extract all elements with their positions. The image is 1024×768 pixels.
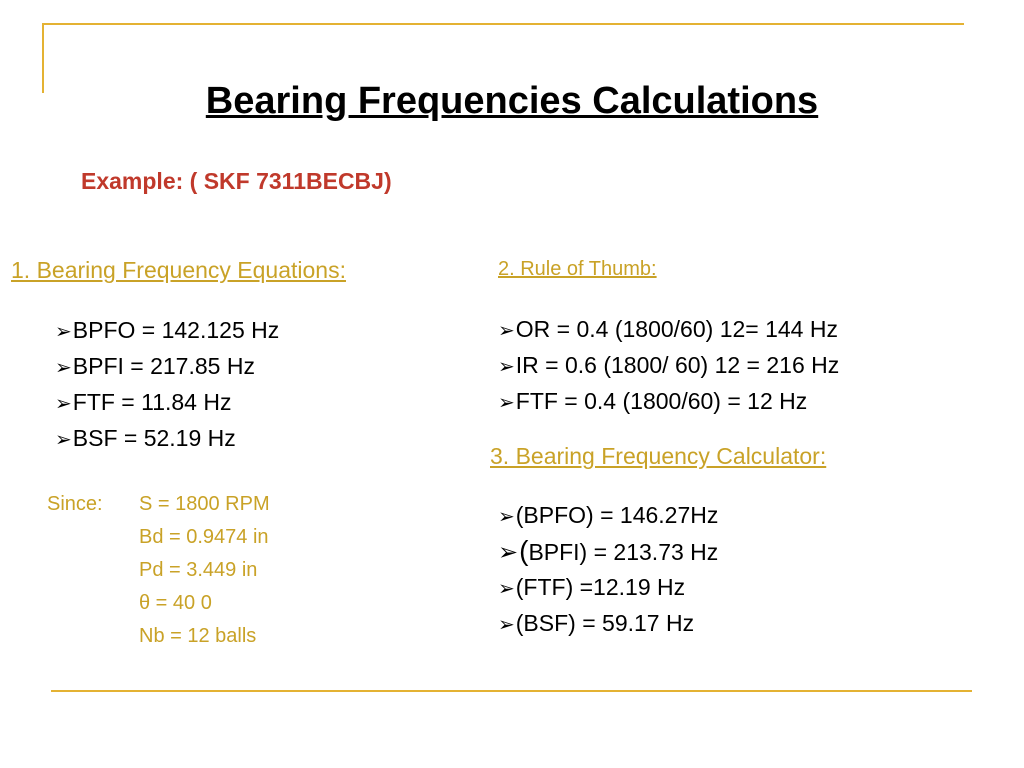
list-item — [498, 348, 839, 384]
list-item-text: IR = 0.6 (1800/ 60) 12 = 216 Hz — [515, 352, 840, 378]
list-item-text: BPFO = 142.125 Hz — [72, 317, 280, 343]
since-label: Since: — [47, 493, 103, 515]
since-value: S = 1800 RPM — [139, 493, 270, 515]
example-label: Example: ( SKF 7311BECBJ) — [81, 168, 392, 194]
bottom-rule — [51, 690, 972, 692]
list-item — [55, 385, 279, 421]
since-row — [47, 620, 270, 653]
arrow-bullet-icon: ➢ — [498, 320, 515, 342]
list-item-text: (FTF) =12.19 Hz — [515, 574, 686, 600]
list-item — [498, 384, 839, 420]
arrow-bullet-icon: ➢ — [55, 357, 72, 379]
list-item-text: (BPFO) = 146.27Hz — [515, 502, 719, 528]
since-value: Pd = 3.449 in — [139, 559, 258, 581]
big-paren: ( — [519, 535, 529, 566]
list-item-text: FTF = 0.4 (1800/60) = 12 Hz — [515, 388, 808, 414]
section1-heading: 1. Bearing Frequency Equations: — [11, 257, 346, 283]
since-row — [47, 521, 270, 554]
arrow-bullet-icon: ➢ — [498, 614, 515, 636]
since-block — [47, 488, 270, 653]
top-rule — [42, 23, 964, 25]
list-item — [498, 570, 718, 606]
section1-list — [55, 313, 279, 457]
list-item-text: OR = 0.4 (1800/60) 12= 144 Hz — [515, 316, 838, 342]
arrow-bullet-icon: ➢ — [55, 321, 72, 343]
list-item — [498, 606, 718, 642]
list-item-text: (BSF) = 59.17 Hz — [515, 610, 695, 636]
list-item-text: FTF = 11.84 Hz — [72, 389, 232, 415]
arrow-bullet-icon: ➢ — [55, 429, 72, 451]
arrow-bullet-icon: ➢ — [498, 539, 519, 566]
list-item — [55, 313, 279, 349]
list-item — [55, 349, 279, 385]
section3-list — [498, 498, 718, 642]
arrow-bullet-icon: ➢ — [498, 392, 515, 414]
slide-title: Bearing Frequencies Calculations — [205, 80, 819, 122]
section2-heading: 2. Rule of Thumb: — [498, 258, 657, 280]
list-item — [498, 534, 718, 570]
arrow-bullet-icon: ➢ — [498, 506, 515, 528]
list-item — [498, 498, 718, 534]
arrow-bullet-icon: ➢ — [498, 578, 515, 600]
since-row — [47, 488, 270, 521]
since-row — [47, 554, 270, 587]
list-item-text: BSF = 52.19 Hz — [72, 425, 236, 451]
section2-list — [498, 312, 839, 420]
arrow-bullet-icon: ➢ — [498, 356, 515, 378]
list-item-text: BPFI) = 213.73 Hz — [528, 539, 719, 565]
list-item — [55, 421, 279, 457]
list-item-text: BPFI = 217.85 Hz — [72, 353, 255, 379]
since-value: Bd = 0.9474 in — [139, 526, 269, 548]
since-value: θ = 40 0 — [139, 592, 212, 614]
list-item — [498, 312, 839, 348]
since-value: Nb = 12 balls — [139, 625, 257, 647]
section3-heading: 3. Bearing Frequency Calculator: — [490, 443, 827, 469]
since-row — [47, 587, 270, 620]
arrow-bullet-icon: ➢ — [55, 393, 72, 415]
